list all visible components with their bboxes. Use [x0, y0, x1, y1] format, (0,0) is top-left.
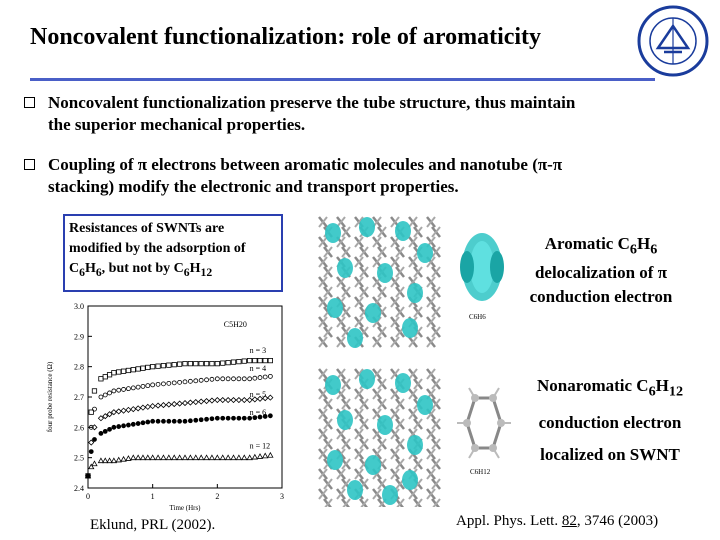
data-point — [209, 455, 214, 460]
data-point — [161, 455, 166, 460]
data-point — [199, 361, 203, 365]
data-point — [141, 421, 145, 425]
data-point — [188, 419, 192, 423]
data-point — [226, 455, 231, 460]
title-divider — [30, 78, 655, 81]
reference-left: Eklund, PRL (2002). — [90, 517, 216, 533]
x-tick-label: 1 — [150, 492, 155, 501]
reference-volume: 82 — [561, 513, 577, 529]
adsorbed-molecule — [325, 375, 341, 395]
nonaromatic-caption — [515, 370, 705, 471]
data-point — [258, 454, 263, 459]
data-point — [177, 401, 182, 406]
data-point — [150, 364, 154, 368]
nonaromatic-caption-line3: localized on SWNT — [540, 445, 680, 465]
adsorbed-molecule — [365, 455, 381, 475]
box-sub: 6 — [79, 265, 85, 279]
data-point — [136, 455, 141, 460]
data-point — [121, 369, 125, 373]
data-point — [237, 359, 241, 363]
data-point — [258, 376, 262, 380]
data-point — [242, 455, 247, 460]
data-point — [161, 363, 165, 367]
x-tick-label: 0 — [86, 492, 90, 501]
data-point — [242, 416, 246, 420]
chart-annotation: C5H20 — [223, 320, 247, 330]
data-point — [236, 398, 241, 403]
data-point — [209, 398, 214, 403]
swnt-benzene-model — [315, 213, 450, 348]
data-point — [268, 414, 272, 418]
data-point — [122, 424, 126, 428]
data-point — [92, 437, 96, 441]
bullet-2 — [48, 154, 708, 198]
box-sub: 6 — [183, 265, 190, 279]
reference-text: , 3746 (2003) — [576, 513, 659, 529]
data-point — [131, 386, 135, 390]
data-point — [183, 401, 188, 406]
data-point — [183, 380, 187, 384]
x-tick-label: 2 — [215, 492, 220, 501]
adsorbed-molecule — [325, 223, 341, 243]
adsorbed-molecule — [347, 328, 363, 348]
data-point — [166, 402, 171, 407]
data-point — [194, 418, 198, 422]
university-logo — [636, 4, 710, 78]
data-point — [141, 384, 145, 388]
data-point — [268, 453, 273, 458]
data-point — [161, 403, 166, 408]
data-point — [161, 382, 165, 386]
data-point — [205, 417, 209, 421]
benzene-label: C6H6 — [469, 313, 486, 321]
data-point — [145, 455, 150, 460]
aromatic-caption — [508, 232, 694, 309]
data-point — [188, 379, 192, 383]
data-point — [116, 409, 121, 414]
resistance-vs-time-chart — [40, 296, 290, 518]
caption-text: H — [636, 234, 651, 253]
adsorbed-molecule — [417, 395, 433, 415]
data-point — [177, 455, 182, 460]
reference-right — [456, 513, 658, 530]
data-point — [231, 360, 235, 364]
box-sub: 6 — [95, 265, 102, 279]
data-point — [199, 378, 203, 382]
data-point — [108, 427, 112, 431]
data-point — [183, 419, 187, 423]
data-point — [204, 361, 208, 365]
resistance-note-box — [63, 214, 283, 292]
bullet-1 — [48, 92, 708, 136]
data-point — [131, 422, 135, 426]
data-point — [237, 377, 241, 381]
data-point — [156, 382, 160, 386]
data-point — [183, 361, 187, 365]
adsorbed-molecule — [377, 415, 393, 435]
caption-sub: 12 — [668, 383, 684, 400]
data-point — [220, 398, 225, 403]
adsorbed-molecule — [402, 318, 418, 338]
data-point — [204, 455, 209, 460]
y-tick-label: 2.7 — [74, 393, 84, 402]
page-title: Noncovalent functionalization: role of aromaticity — [30, 24, 542, 50]
y-tick-label: 2.6 — [74, 423, 84, 433]
data-point — [215, 398, 220, 403]
data-point — [150, 455, 155, 460]
data-point — [111, 458, 116, 463]
data-point — [99, 431, 103, 435]
adsorbed-molecule — [395, 373, 411, 393]
caption-sub: 6 — [648, 383, 656, 400]
data-point — [136, 406, 141, 411]
data-point — [172, 381, 176, 385]
reference-text: Appl. Phys. Lett. — [456, 513, 562, 529]
y-axis-label: four probe resistance (Ω) — [46, 361, 54, 433]
data-point — [117, 370, 121, 374]
data-point — [156, 455, 161, 460]
adsorbed-molecule — [407, 283, 423, 303]
data-point — [231, 455, 236, 460]
data-point — [167, 419, 171, 423]
adsorbed-molecule — [359, 369, 375, 389]
data-point — [126, 407, 131, 412]
aromatic-caption-line1 — [508, 232, 694, 261]
data-point — [177, 362, 181, 366]
data-point — [99, 377, 103, 381]
data-point — [122, 387, 126, 391]
data-point — [263, 358, 267, 362]
adsorbed-molecule — [395, 221, 411, 241]
adsorbed-molecule — [382, 485, 398, 505]
data-point — [126, 423, 130, 427]
data-point — [107, 373, 111, 377]
data-point — [236, 455, 241, 460]
data-point — [253, 358, 257, 362]
data-point — [172, 402, 177, 407]
adsorbed-molecule — [337, 410, 353, 430]
y-tick-label: 2.4 — [74, 484, 84, 493]
data-point — [89, 464, 94, 469]
data-point — [156, 403, 161, 408]
data-point — [116, 457, 121, 462]
data-point — [263, 453, 268, 458]
data-point — [145, 404, 150, 409]
box-text: H — [189, 261, 201, 276]
adsorbed-molecule — [327, 450, 343, 470]
benzene-molecule-image — [455, 225, 510, 325]
data-point — [258, 358, 262, 362]
data-point — [220, 455, 225, 460]
data-point — [252, 455, 257, 460]
data-point — [242, 398, 247, 403]
data-point — [232, 377, 236, 381]
y-tick-label: 2.5 — [74, 453, 84, 463]
bullet-icon — [24, 159, 35, 170]
data-point — [121, 457, 126, 462]
caption-text: Aromatic C — [544, 234, 630, 253]
data-point — [210, 377, 214, 381]
data-point — [126, 456, 131, 461]
bullet-1-line1: Noncovalent functionalization preserve the tube structure, thus maintain — [48, 93, 576, 112]
adsorbed-molecule — [377, 263, 393, 283]
x-axis-label: Time (Hrs) — [169, 504, 201, 512]
data-point — [140, 455, 145, 460]
data-point — [221, 416, 225, 420]
adsorbed-molecule — [407, 435, 423, 455]
adsorbed-molecule — [359, 217, 375, 237]
data-point — [151, 383, 155, 387]
data-point — [117, 388, 121, 392]
y-tick-label: 2.9 — [74, 332, 84, 342]
data-point — [150, 404, 155, 409]
box-text: , but not by C — [101, 261, 184, 276]
data-point — [136, 385, 140, 389]
data-point — [140, 405, 145, 410]
data-point — [253, 376, 257, 380]
data-point — [268, 395, 273, 400]
chart-annotation: n = 6 — [249, 408, 267, 418]
cyclohexane-label: C6H12 — [470, 468, 491, 476]
caption-sub: 6 — [629, 241, 637, 258]
data-point — [188, 455, 193, 460]
data-point — [136, 422, 140, 426]
data-point — [242, 377, 246, 381]
x-tick-label: 3 — [280, 492, 284, 501]
data-point — [215, 455, 220, 460]
box-text: Resistances of SWNTs are modified by the adsorption of C — [69, 221, 246, 276]
data-point — [136, 367, 140, 371]
data-point — [205, 378, 209, 382]
adsorbed-molecule — [402, 470, 418, 490]
data-point — [237, 416, 241, 420]
data-point — [263, 375, 267, 379]
data-point — [199, 455, 204, 460]
bullet-icon — [24, 97, 35, 108]
data-point — [112, 389, 116, 393]
data-point — [166, 455, 171, 460]
data-point — [131, 407, 136, 412]
data-point — [188, 400, 193, 405]
data-point — [210, 417, 214, 421]
data-point — [226, 416, 230, 420]
data-point — [226, 398, 231, 403]
data-point — [131, 368, 135, 372]
data-point — [156, 419, 160, 423]
data-point — [248, 377, 252, 381]
data-point — [232, 416, 236, 420]
caption-text: H — [655, 376, 669, 395]
data-point — [108, 391, 112, 395]
data-point — [194, 361, 198, 365]
data-point — [161, 419, 165, 423]
adsorbed-molecule — [337, 258, 353, 278]
chart-annotation: n = 12 — [249, 441, 271, 451]
data-point — [146, 365, 150, 369]
data-point — [194, 379, 198, 383]
y-tick-label: 3.0 — [74, 302, 84, 311]
swnt-cyclohexane-model — [315, 365, 450, 507]
data-point — [92, 461, 97, 466]
data-point — [156, 364, 160, 368]
cyclohexane-molecule-image — [455, 378, 515, 478]
adsorbed-molecule — [347, 480, 363, 500]
data-point — [112, 371, 116, 375]
nonaromatic-caption-line1 — [515, 370, 705, 407]
data-point — [178, 419, 182, 423]
data-point — [242, 359, 246, 363]
data-point — [178, 380, 182, 384]
data-point — [146, 420, 150, 424]
bullet-1-line2: the superior mechanical properties. — [48, 115, 306, 134]
data-point — [199, 399, 204, 404]
aromatic-caption-line2: delocalization of π — [534, 263, 668, 283]
data-point — [268, 374, 272, 378]
adsorbed-molecule — [327, 298, 343, 318]
data-point — [193, 455, 198, 460]
data-point — [89, 450, 93, 454]
data-point — [146, 384, 150, 388]
chart-annotation: n = 3 — [249, 346, 267, 356]
data-point — [221, 377, 225, 381]
data-point — [117, 425, 121, 429]
data-point — [231, 398, 236, 403]
data-point — [210, 361, 214, 365]
data-point — [103, 393, 107, 397]
box-sub: 12 — [200, 265, 213, 279]
data-point — [204, 399, 209, 404]
data-point — [172, 362, 176, 366]
data-point — [172, 455, 177, 460]
data-point — [121, 408, 126, 413]
data-point — [215, 416, 219, 420]
data-point — [199, 418, 203, 422]
data-point — [215, 377, 219, 381]
data-point — [188, 361, 192, 365]
data-point — [226, 360, 230, 364]
data-point — [151, 419, 155, 423]
data-point — [172, 419, 176, 423]
box-text: H — [84, 261, 96, 276]
data-point — [226, 377, 230, 381]
data-point — [247, 358, 251, 362]
data-point — [126, 368, 130, 372]
data-point — [221, 361, 225, 365]
data-point — [131, 455, 136, 460]
data-point — [268, 358, 272, 362]
caption-sub: 6 — [650, 241, 658, 258]
bullet-2-line2: stacking) modify the electronic and transport properties. — [48, 177, 459, 196]
chart-annotation: n = 5 — [249, 390, 267, 399]
chart-annotation: n = 4 — [249, 364, 267, 374]
data-point — [167, 363, 171, 367]
data-point — [92, 407, 96, 411]
data-point — [183, 455, 188, 460]
data-point — [103, 375, 107, 379]
data-point — [193, 400, 198, 405]
data-point — [215, 361, 219, 365]
adsorbed-molecule — [417, 243, 433, 263]
data-point — [167, 381, 171, 385]
nonaromatic-caption-line2: conduction electron — [538, 413, 682, 433]
data-point — [126, 387, 130, 391]
adsorbed-molecule — [365, 303, 381, 323]
data-point — [112, 425, 116, 429]
aromatic-caption-line3: conduction electron — [529, 287, 673, 307]
caption-text: Nonaromatic C — [536, 376, 649, 395]
data-point — [247, 455, 252, 460]
bullet-2-line1: Coupling of π electrons between aromatic molecules and nanotube (π-π — [48, 155, 563, 174]
data-point — [99, 395, 103, 399]
y-tick-label: 2.8 — [74, 362, 84, 372]
data-point — [103, 429, 107, 433]
data-point — [141, 366, 145, 370]
data-point — [92, 389, 96, 393]
